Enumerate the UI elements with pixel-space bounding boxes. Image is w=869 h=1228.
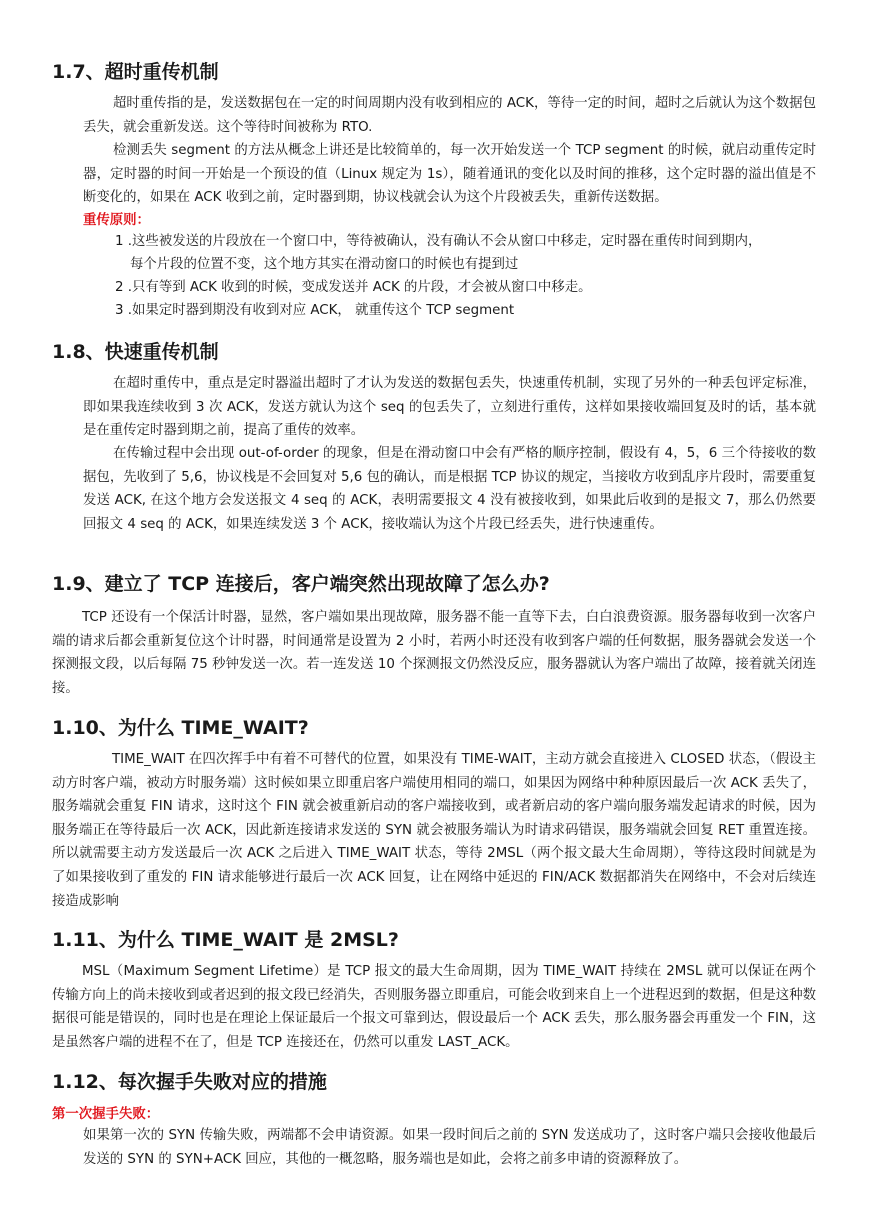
paragraph: 超时重传指的是，发送数据包在一定的时间周期内没有收到相应的 ACK，等待一定的时间，超时之后就认为这个数据包丢失，就会重新发送。这个等待时间被称为 RTO. (83, 96, 816, 135)
rule-item-3: 3 .如果定时器到期没有收到对应 ACK， 就重传这个 TCP segment (115, 303, 515, 318)
rule-item-2: 2 .只有等到 ACK 收到的时候，变成发送并 ACK 的片段，才会被从窗口中移走。 (115, 280, 592, 295)
rule-item-1-cont: 每个片段的位置不变，这个地方其实在滑动窗口的时候也有提到过 (130, 257, 519, 272)
rule-item-1: 1 .这些被发送的片段放在一个窗口中，等待被确认，没有确认不会从窗口中移走，定时器在重传时间到期内， (115, 234, 762, 249)
section-title-1-10: 1.10、为什么 TIME_WAIT? (52, 717, 309, 739)
section-title-1-12: 1.12、每次握手失败对应的措施 (52, 1071, 327, 1093)
paragraph: TCP 还设有一个保活计时器，显然，客户端如果出现故障，服务器不能一直等下去，白白浪费资源。服务器每收到一次客户端的请求后都会重新复位这个计时器，时间通常是设置为 2 小时，若两小时还没有收到客户端的任何数据，服务器就会发送一个探测报文段，以后每隔 75 秒钟发送一次。若一连发送 10 个探测报文仍然没反应，服务器就认为客户端出了故障，接着就关闭连接。 (52, 610, 816, 696)
section-title-1-11: 1.11、为什么 TIME_WAIT 是 2MSL? (52, 929, 399, 951)
paragraph: 在传输过程中会出现 out-of-order 的现象，但是在滑动窗口中会有严格的顺序控制，假设有 4，5，6 三个待接收的数据包，先收到了 5,6，协议栈是不会回复对 5,6 包的确认，而是根据 TCP 协议的规定，当接收方收到乱序片段时，需要重复发送 ACK, 在这个地方会发送报文 4 seq 的 ACK，表明需要报文 4 没有被接收到，如果此后收到的是报文 7，那么仍然要回报文 4 seq 的 ACK，如果连续发送 3 个 ACK，接收端认为这个片段已经丢失，进行快速重传。 (83, 446, 816, 532)
paragraph: MSL（Maximum Segment Lifetime）是 TCP 报文的最大生命周期，因为 TIME_WAIT 持续在 2MSL 就可以保证在两个传输方向上的尚未接收到或者迟到的报文段已经消失，否则服务器立即重启，可能会收到来自上一个进程迟到的数据，但是这种数据很可能是错误的，同时也是在理论上保证最后一个报文可靠到达，假设最后一个 ACK 丢失，那么服务器会再重发一个 FIN，这是虽然客户端的进程不在了，但是 TCP 连接还在，仍然可以重发 LAST_ACK。 (52, 964, 816, 1050)
paragraph: 检测丢失 segment 的方法从概念上讲还是比较简单的，每一次开始发送一个 TCP segment 的时候，就启动重传定时器，定时器的时间一开始是一个预设的值（Linux 规定为 1s），随着通讯的变化以及时间的推移，这个定时器的溢出值是不断变化的，如果在 ACK 收到之前，定时器到期，协议栈就会认为这个片段被丢失，重新传送数据。 (83, 143, 816, 206)
subheading-first-handshake-failure: 第一次握手失败： (52, 1107, 160, 1122)
section-title-1-9: 1.9、建立了 TCP 连接后，客户端突然出现故障了怎么办? (52, 573, 550, 595)
paragraph: TIME_WAIT 在四次挥手中有着不可替代的位置，如果没有 TIME-WAIT，主动方就会直接进入 CLOSED 状态，（假设主动方时客户端，被动方时服务端）这时候如果立即重启客户端使用相同的端口，如果因为网络中种种原因最后一次 ACK 丢失了，服务端就会重复 FIN 请求，这时这个 FIN 就会被重新启动的客户端接收到，或者新启动的客户端向服务端发起请求的时候，因为服务端正在等待最后一次 ACK，因此新连接请求发送的 SYN 就会被服务端认为时请求码错误，服务端就会回复 RET 重置连接。所以就需要主动方发送最后一次 ACK 之后进入 TIME_WAIT 状态，等待 2MSL（两个报文最大生命周期），等待这段时间就是为了如果接收到了重发的 FIN 请求能够进行最后一次 ACK 回复，让在网络中延迟的 FIN/ACK 数据都消失在网络中，不会对后续连接造成影响 (52, 752, 816, 909)
rule-heading: 重传原则： (83, 213, 150, 228)
paragraph: 在超时重传中，重点是定时器溢出超时了才认为发送的数据包丢失，快速重传机制，实现了另外的一种丢包评定标准，即如果我连续收到 3 次 ACK，发送方就认为这个 seq 的包丢失了，立刻进行重传，这样如果接收端回复及时的话，基本就是在重传定时器到期之前，提高了重传的效率。 (83, 376, 816, 439)
section-title-1-7: 1.7、超时重传机制 (52, 61, 219, 83)
section-title-1-8: 1.8、快速重传机制 (52, 341, 219, 363)
paragraph: 如果第一次的 SYN 传输失败，两端都不会申请资源。如果一段时间后之前的 SYN 发送成功了，这时客户端只会接收他最后发送的 SYN 的 SYN+ACK 回应，其他的一概忽略，服务端也是如此，会将之前多申请的资源释放了。 (83, 1128, 816, 1167)
